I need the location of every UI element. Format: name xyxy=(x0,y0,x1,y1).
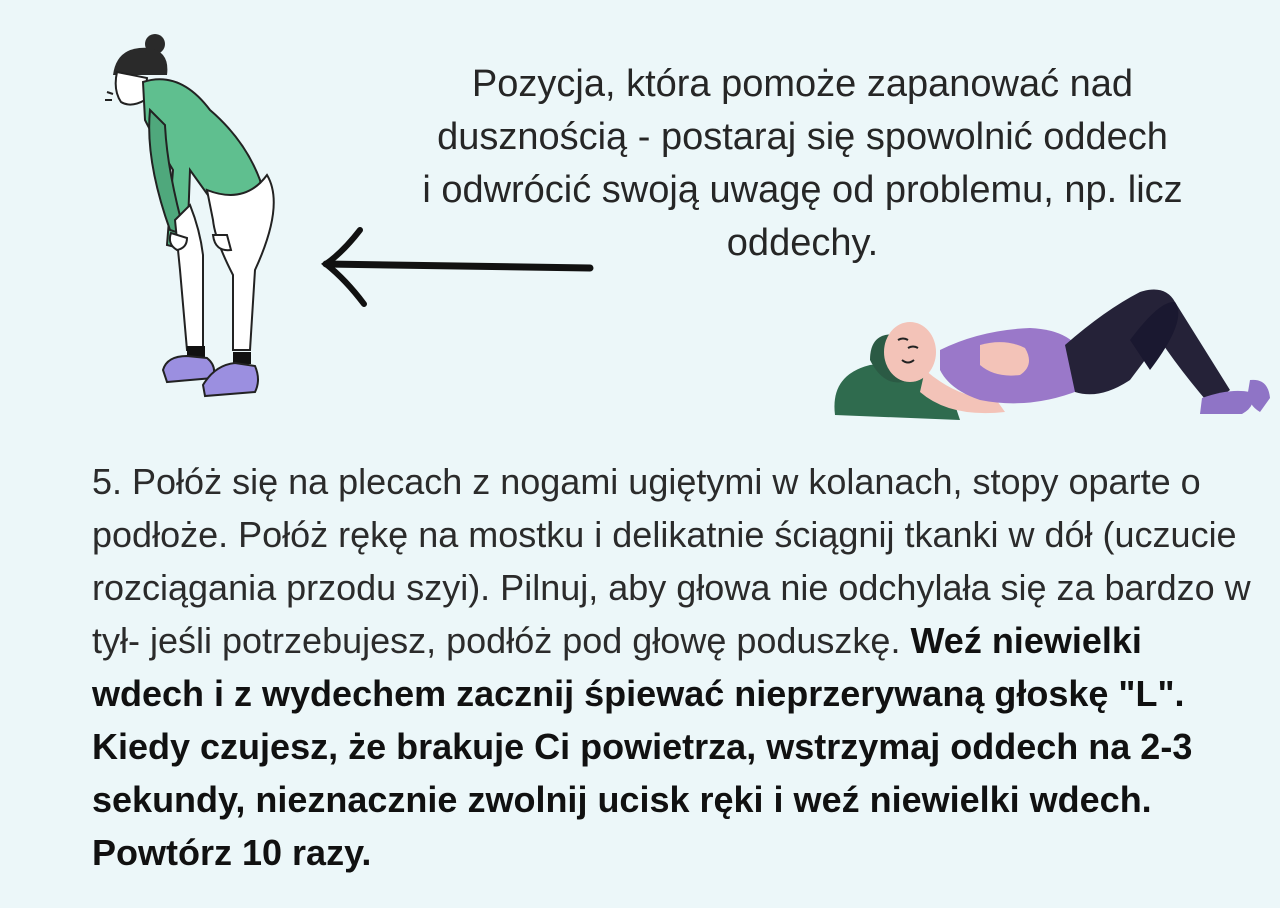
caption-line: oddechy. xyxy=(726,222,879,264)
exercise-instruction xyxy=(92,455,1252,879)
instruction-regular-text: 5. Połóż się na plecach z nogami ugiętymi w kolanach, stopy oparte o podłoże. Połóż rękę na mostku i delikatnie ściągnij tkanki w dół (uczucie rozciągania przodu szyi). Pilnuj, aby głowa nie odchylała się za bardzo w tył- jeśli potrzebujesz, podłóż pod głowę poduszkę. xyxy=(92,461,1251,661)
caption-line: Pozycja, która pomoże zapanować nad xyxy=(471,63,1134,105)
caption-line: i odwrócić swoją uwagę od problemu, np. licz xyxy=(422,169,1183,211)
caption-line: dusznością - postaraj się spowolnić oddech xyxy=(437,116,1168,158)
woman-bending-forward-illustration xyxy=(95,30,295,405)
woman-lying-on-back-illustration xyxy=(830,280,1275,425)
illustration-caption xyxy=(370,58,1235,270)
instruction-bold-text: Weź niewielki wdech i z wydechem zacznij śpiewać nieprzerywaną głoskę "L". Kiedy czujesz, że brakuje Ci powietrza, wstrzymaj oddech na 2-3 sekundy, nieznacznie zwolnij ucisk ręki i weź niewielki wdech. Powtórz 10 razy. xyxy=(92,620,1193,873)
